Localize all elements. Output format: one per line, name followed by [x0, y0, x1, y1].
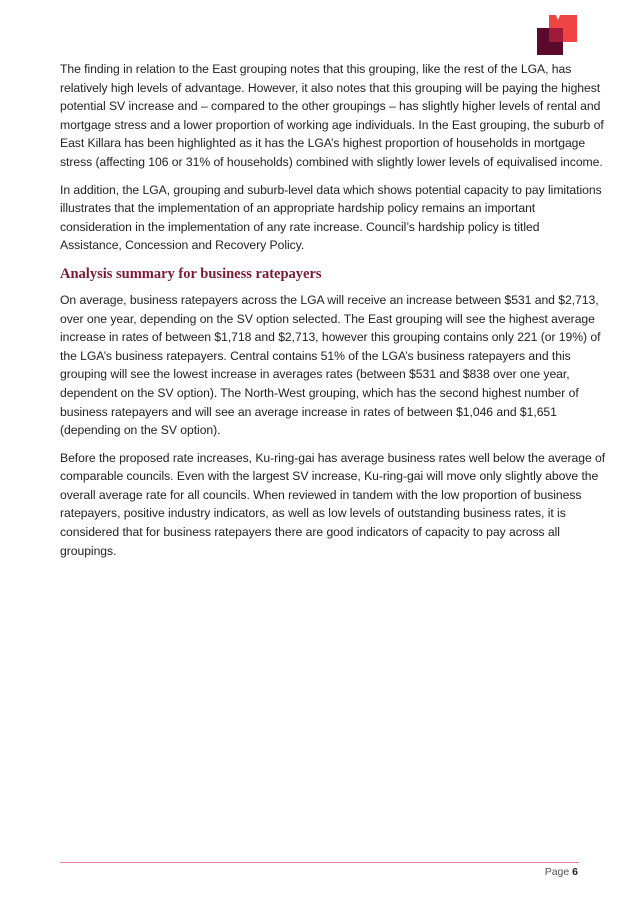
- paragraph-line: dependent on the SV option). The North-West grouping, which has the second highest number of: [60, 385, 579, 400]
- paragraph-line: East Killara has been highlighted as it has the LGA’s highest proportion of households in mortgage: [60, 136, 586, 151]
- paragraph-line: grouping will see the lowest increase in averages rates (between $531 and $838 over one year,: [60, 367, 570, 382]
- paragraph-line: On average, business ratepayers across the LGA will receive an increase between $531 and $2,713,: [60, 292, 599, 307]
- paragraph-line: increase in rates of between $1,718 and $2,713, however this grouping contains only 221 (or 19%) of: [60, 330, 601, 345]
- paragraph-line: the LGA’s business ratepayers. Central contains 51% of the LGA’s business ratepayers and this: [60, 348, 571, 363]
- body-paragraph: [60, 449, 606, 561]
- document-body: [60, 60, 606, 569]
- paragraph-line: potential SV increase and – compared to the other groupings – has slightly higher levels of rental and: [60, 99, 601, 114]
- paragraph-line: groupings.: [60, 543, 117, 558]
- body-paragraph: [60, 60, 604, 172]
- paragraph-line: overall average rate for all councils. When reviewed in tandem with the low proportion of business: [60, 487, 582, 502]
- body-paragraph: [60, 291, 601, 440]
- paragraph-line: over one year, depending on the SV option selected. The East grouping will see the highest average: [60, 311, 595, 326]
- paragraph-line: considered that for business ratepayers there are good indicators of capacity to pay across all: [60, 525, 560, 540]
- paragraph-line: In addition, the LGA, grouping and suburb-level data which shows potential capacity to pay limitations: [60, 182, 602, 197]
- page-number: Page 6: [544, 866, 578, 878]
- paragraph-line: relatively high levels of advantage. However, it also notes that this grouping will be paying the highest: [60, 80, 601, 95]
- section-heading: Analysis summary for business ratepayers: [60, 265, 322, 282]
- paragraph-line: illustrates that the implementation of an appropriate hardship policy remains an important: [60, 201, 536, 216]
- paragraph-line: stress (affecting 106 or 31% of households) combined with slightly lower levels of equivalised income.: [60, 154, 603, 169]
- paragraph-line: (depending on the SV option).: [60, 423, 221, 438]
- paragraph-line: ratepayers, positive industry indicators, as well as low levels of outstanding business rates, it is: [60, 506, 566, 521]
- paragraph-line: mortgage stress and a lower proportion of working age individuals. In the East grouping, the suburb of: [60, 117, 604, 132]
- footer-divider: [60, 862, 579, 863]
- paragraph-line: Assistance, Concession and Recovery Policy.: [60, 238, 305, 253]
- paragraph-line: The finding in relation to the East grouping notes that this grouping, like the rest of the LGA, has: [60, 62, 572, 76]
- paragraph-line: consideration in the implementation of any rate increase. Council’s hardship policy is titled: [60, 219, 540, 234]
- paragraph-line: comparable councils. Even with the largest SV increase, Ku-ring-gai will move only slightly above the: [60, 469, 599, 484]
- paragraph-line: business ratepayers and will see an average increase in rates of between $1,046 and $1,651: [60, 404, 557, 419]
- organization-logo: [537, 15, 577, 55]
- body-paragraph: [60, 181, 602, 255]
- paragraph-line: Before the proposed rate increases, Ku-ring-gai has average business rates well below the average of: [60, 450, 606, 465]
